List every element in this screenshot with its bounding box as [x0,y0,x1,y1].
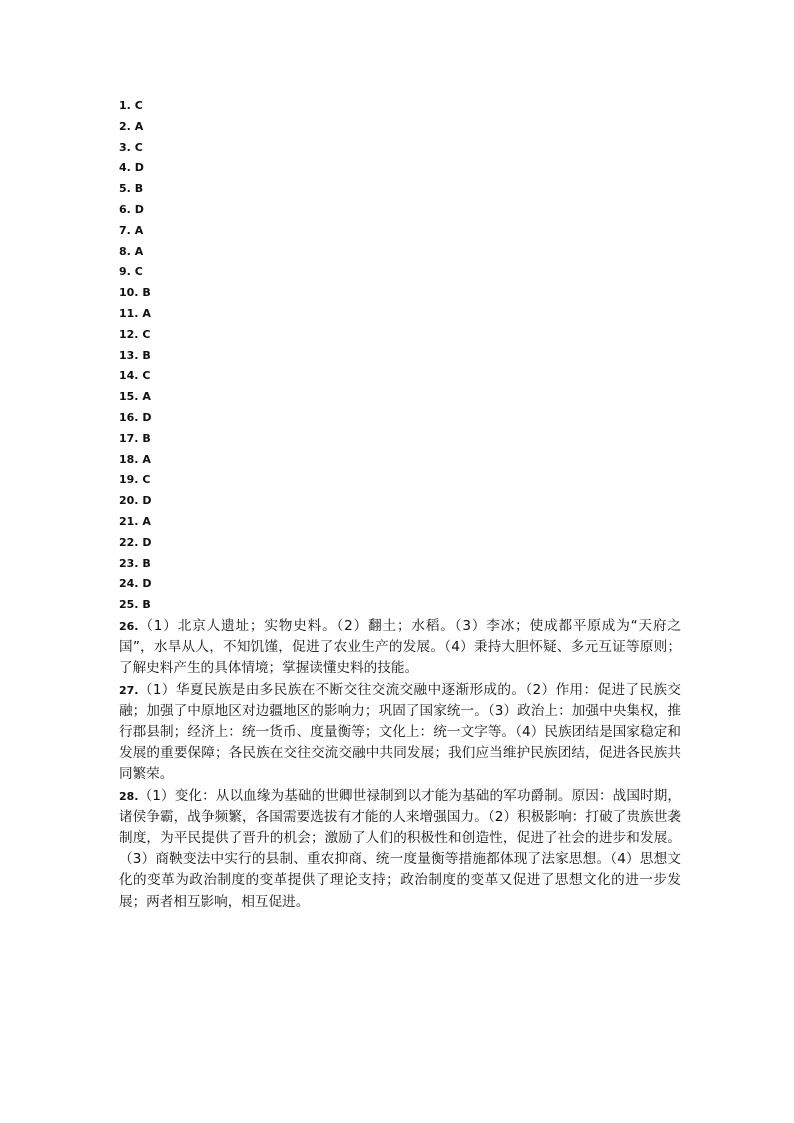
question-number: 23. [119,556,139,570]
essay-answer-text: （1）华夏民族是由多民族在不断交往交流交融中逐渐形成的。（2）作用：促进了民族交融；加强了中原地区对边疆地区的影响力；巩固了国家统一。（3）政治上：加强中央集权，推行郡县制；经济上：统一货币、度量衡等；文化上：统一文字等。（4）民族团结是国家稳定和发展的重要保障；各民族在交往交流交融中共同发展；我们应当维护民族团结，促进各民族共同繁荣。 [119,681,681,783]
answer-letter: A [142,514,151,528]
answer-item [119,96,681,117]
answer-item [119,221,681,242]
answer-item [119,512,681,533]
answer-letter: A [134,244,144,258]
question-number: 24. [119,577,139,591]
answer-item [119,491,681,512]
question-number: 1. [119,99,131,112]
answer-letter: C [142,473,151,487]
answer-letter: B [142,286,151,300]
question-number: 27. [119,683,139,697]
answer-key-page [119,96,681,913]
answer-item [119,533,681,554]
answer-letter: B [142,598,151,612]
question-number: 5. [119,182,131,196]
answer-letter: B [142,556,151,570]
answer-item [119,387,681,408]
answer-item [119,117,681,138]
answer-letter: C [134,140,143,154]
question-number: 20. [119,494,139,508]
answer-letter: A [142,306,151,320]
answer-item [119,470,681,491]
answer-letter: C [142,327,151,341]
answer-letter: C [134,99,143,112]
answer-item [119,450,681,471]
answer-item [119,158,681,179]
answer-letter: A [134,223,144,237]
question-number: 3. [119,140,131,154]
question-number: 25. [119,598,139,612]
question-number: 9. [119,265,131,279]
answer-letter: B [134,182,144,196]
answer-item [119,366,681,387]
question-number: 8. [119,244,131,258]
answer-item [119,325,681,346]
answer-letter: A [142,452,151,466]
answer-item [119,200,681,221]
answer-item [119,242,681,263]
answer-item [119,346,681,367]
question-number: 16. [119,410,139,424]
question-number: 17. [119,431,139,445]
answer-letter: D [142,577,152,591]
answer-letter: A [134,119,144,133]
answer-item [119,304,681,325]
answer-letter: C [134,265,143,279]
answer-item [119,283,681,304]
answer-letter: B [142,431,151,445]
question-number: 19. [119,473,139,487]
answer-item [119,554,681,575]
question-number: 15. [119,390,139,404]
answer-item [119,138,681,159]
question-number: 14. [119,369,139,383]
answer-item [119,262,681,283]
question-number: 21. [119,514,139,528]
question-number: 12. [119,327,139,341]
question-number: 13. [119,348,139,362]
answer-item [119,429,681,450]
answer-letter: C [142,369,151,383]
question-number: 22. [119,535,139,549]
essay-answer-text: （1）北京人遗址；实物史料。（2）翻土；水稻。（3）李冰；使成都平原成为“天府之国”，水旱从人，不知饥馑，促进了农业生产的发展。（4）秉持大胆怀疑、多元互证等原则；了解史料产生的具体情境；掌握读懂史料的技能。 [119,617,681,677]
answer-letter: D [142,535,152,549]
question-number: 7. [119,223,131,237]
essay-answer-28 [119,786,681,913]
question-number: 6. [119,202,131,216]
essay-answer-26 [119,616,681,680]
question-number: 28. [119,789,139,803]
question-number: 4. [119,161,131,175]
essay-answer-27 [119,680,681,786]
question-number: 11. [119,306,139,320]
answer-letter: D [134,161,144,175]
question-number: 18. [119,452,139,466]
answer-letter: B [142,348,151,362]
essay-answer-text: （1）变化：从以血缘为基础的世卿世禄制到以才能为基础的军功爵制。原因：战国时期，诸侯争霸，战争频繁，各国需要选拔有才能的人来增强国力。（2）积极影响：打破了贵族世袭制度，为平民提供了晋升的机会；激励了人们的积极性和创造性，促进了社会的进步和发展。（3）商鞅变法中实行的县制、重农抑商、统一度量衡等措施都体现了法家思想。（4）思想文化的变革为政治制度的变革提供了理论支持；政治制度的变革又促进了思想文化的进一步发展；两者相互影响，相互促进。 [119,787,681,910]
answer-item [119,595,681,616]
answer-item [119,574,681,595]
answer-letter: D [134,202,144,216]
question-number: 2. [119,119,131,133]
answer-letter: D [142,494,152,508]
answer-letter: A [142,390,151,404]
choice-answer-list [119,96,681,616]
question-number: 10. [119,286,139,300]
answer-letter: D [142,410,152,424]
answer-item [119,179,681,200]
answer-item [119,408,681,429]
question-number: 26. [119,619,139,633]
